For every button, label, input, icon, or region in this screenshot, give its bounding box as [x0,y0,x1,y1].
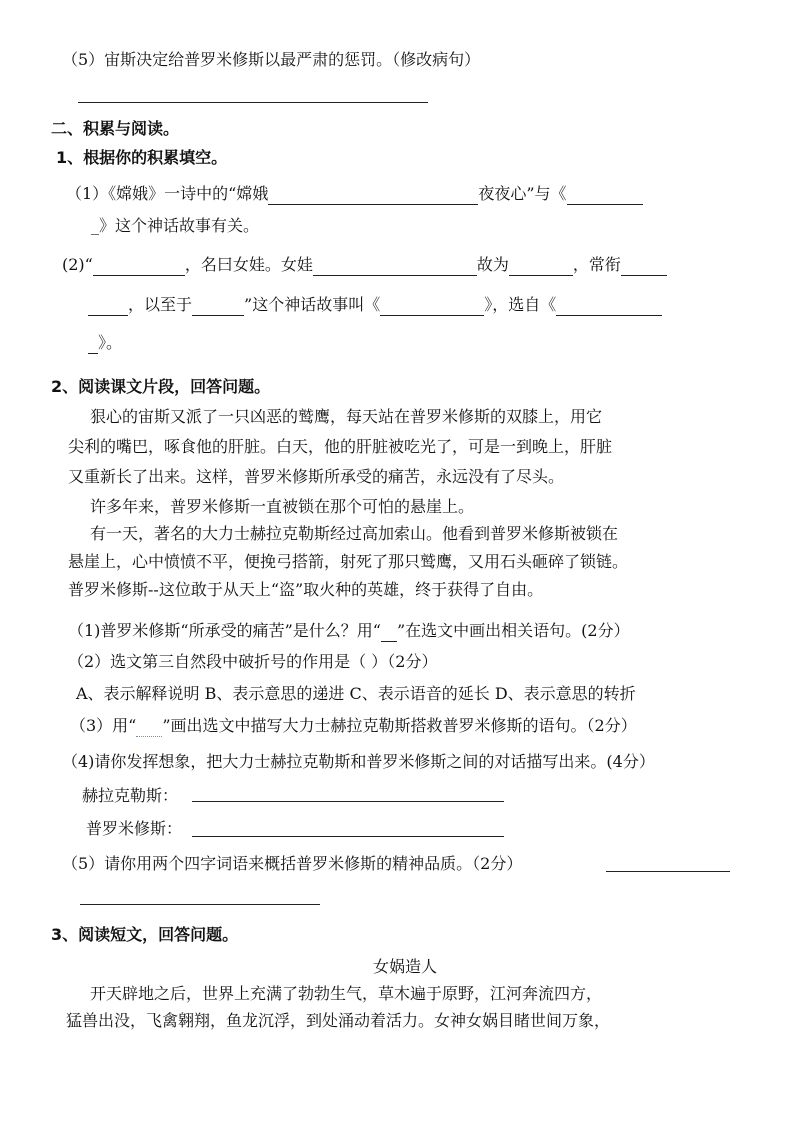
text: ，以至于 [128,295,193,314]
passage-line: 许多年来，普罗米修斯一直被锁在那个可怕的悬崖上。 [90,497,475,516]
answer-line[interactable] [192,836,504,837]
answer-line[interactable] [606,871,730,872]
text: （1)普罗米修斯“所承受的痛苦”是什么？用“ [68,621,381,640]
speaker-label: 赫拉克勒斯： [82,786,179,805]
blank[interactable] [567,187,643,205]
text: 夜夜心”与《 [478,184,567,203]
passage-line: 悬崖上，心中愤愤不平，便挽弓搭箭，射死了那只鹫鹰，又用石头砸碎了锁链。 [68,552,629,571]
story-title: 女娲造人 [372,957,437,976]
text: ”这个神话故事叫《 [244,295,381,314]
question-1 [68,620,630,642]
answer-options: A、表示解释说明 B、表示意思的递进 C、表示语音的延长 D、表示意思的转折 [76,684,636,703]
text: _》这个神话故事有关。 [91,216,260,235]
question-5: （5）请你用两个四字词语来概括普罗米修斯的精神品质。（2分） [62,854,523,873]
answer-line[interactable] [192,801,504,802]
passage-line: 有一天，著名的大力士赫拉克勒斯经过高加索山。他看到普罗米修斯被锁在 [90,524,619,543]
blank[interactable] [380,298,484,316]
fill-line-1 [66,183,643,205]
subsection-title: 1、根据你的积累填空。 [56,148,228,167]
blank[interactable] [88,298,128,316]
blank[interactable] [313,258,477,276]
passage-line: 又重新长了出来。这样，普罗米修斯所承受的痛苦，永远没有了尽头。 [68,467,565,486]
speaker-label: 普罗米修斯： [86,819,183,838]
passage-line: 尖利的嘴巴，啄食他的肝脏。白天，他的肝脏被吃光了，可是一到晚上，肝脏 [68,437,613,456]
text: (2)“ [62,255,93,274]
blank[interactable] [192,298,244,316]
blank[interactable] [88,336,98,354]
revise-sentence-question: （5）宙斯决定给普罗米修斯以最严肃的惩罚。（修改病句） [62,50,481,69]
blank[interactable] [621,258,667,276]
text: （3）用“ [70,716,137,735]
text: （1）《嫦娥》一诗中的“嫦娥 [66,184,269,203]
question-2: （2）选文第三自然段中破折号的作用是（ ）（2分） [68,652,438,671]
passage-line: 猛兽出没，飞禽翱翔，鱼龙沉浮，到处涌动着活力。女神女娲目睹世间万象， [66,1011,611,1030]
subsection-title: 2、阅读课文片段，回答问题。 [51,377,271,396]
answer-line[interactable] [78,102,428,103]
wavy-line-sample [136,722,162,737]
passage-line: 普罗米修斯--这位敢于从天上“盗”取火种的英雄，终于获得了自由。 [68,580,544,599]
text: 故为 [476,255,509,274]
blank[interactable] [509,258,573,276]
blank[interactable] [556,298,662,316]
fill-line-3 [88,294,662,316]
blank[interactable] [268,187,478,205]
underline-sample [381,624,397,642]
section-title: 二、积累与阅读。 [51,119,180,138]
text: 》。 [98,333,123,352]
question-3 [70,715,637,737]
text: 》，选自《 [484,295,557,314]
text: ”画出选文中描写大力士赫拉克勒斯搭救普罗米修斯的语句。（2分） [162,716,637,735]
text: ，名曰女娃。女娃 [184,255,313,274]
passage-line: 狠心的宙斯又派了一只凶恶的鹫鹰，每天站在普罗米修斯的双膝上，用它 [90,407,603,426]
blank[interactable] [93,258,185,276]
passage-line: 开天辟地之后，世界上充满了勃勃生气，草木遍于原野，江河奔流四方， [90,984,603,1003]
fill-line-4 [88,332,122,354]
question-4: （4)请你发挥想象，把大力士赫拉克勒斯和普罗米修斯之间的对话描写出来。(4分） [62,752,655,771]
text: ”在选文中画出相关语句。(2分） [396,621,630,640]
subsection-title: 3、阅读短文，回答问题。 [51,925,239,944]
answer-line[interactable] [80,904,320,905]
fill-line-2 [62,254,667,276]
text: ，常衔 [572,255,621,274]
